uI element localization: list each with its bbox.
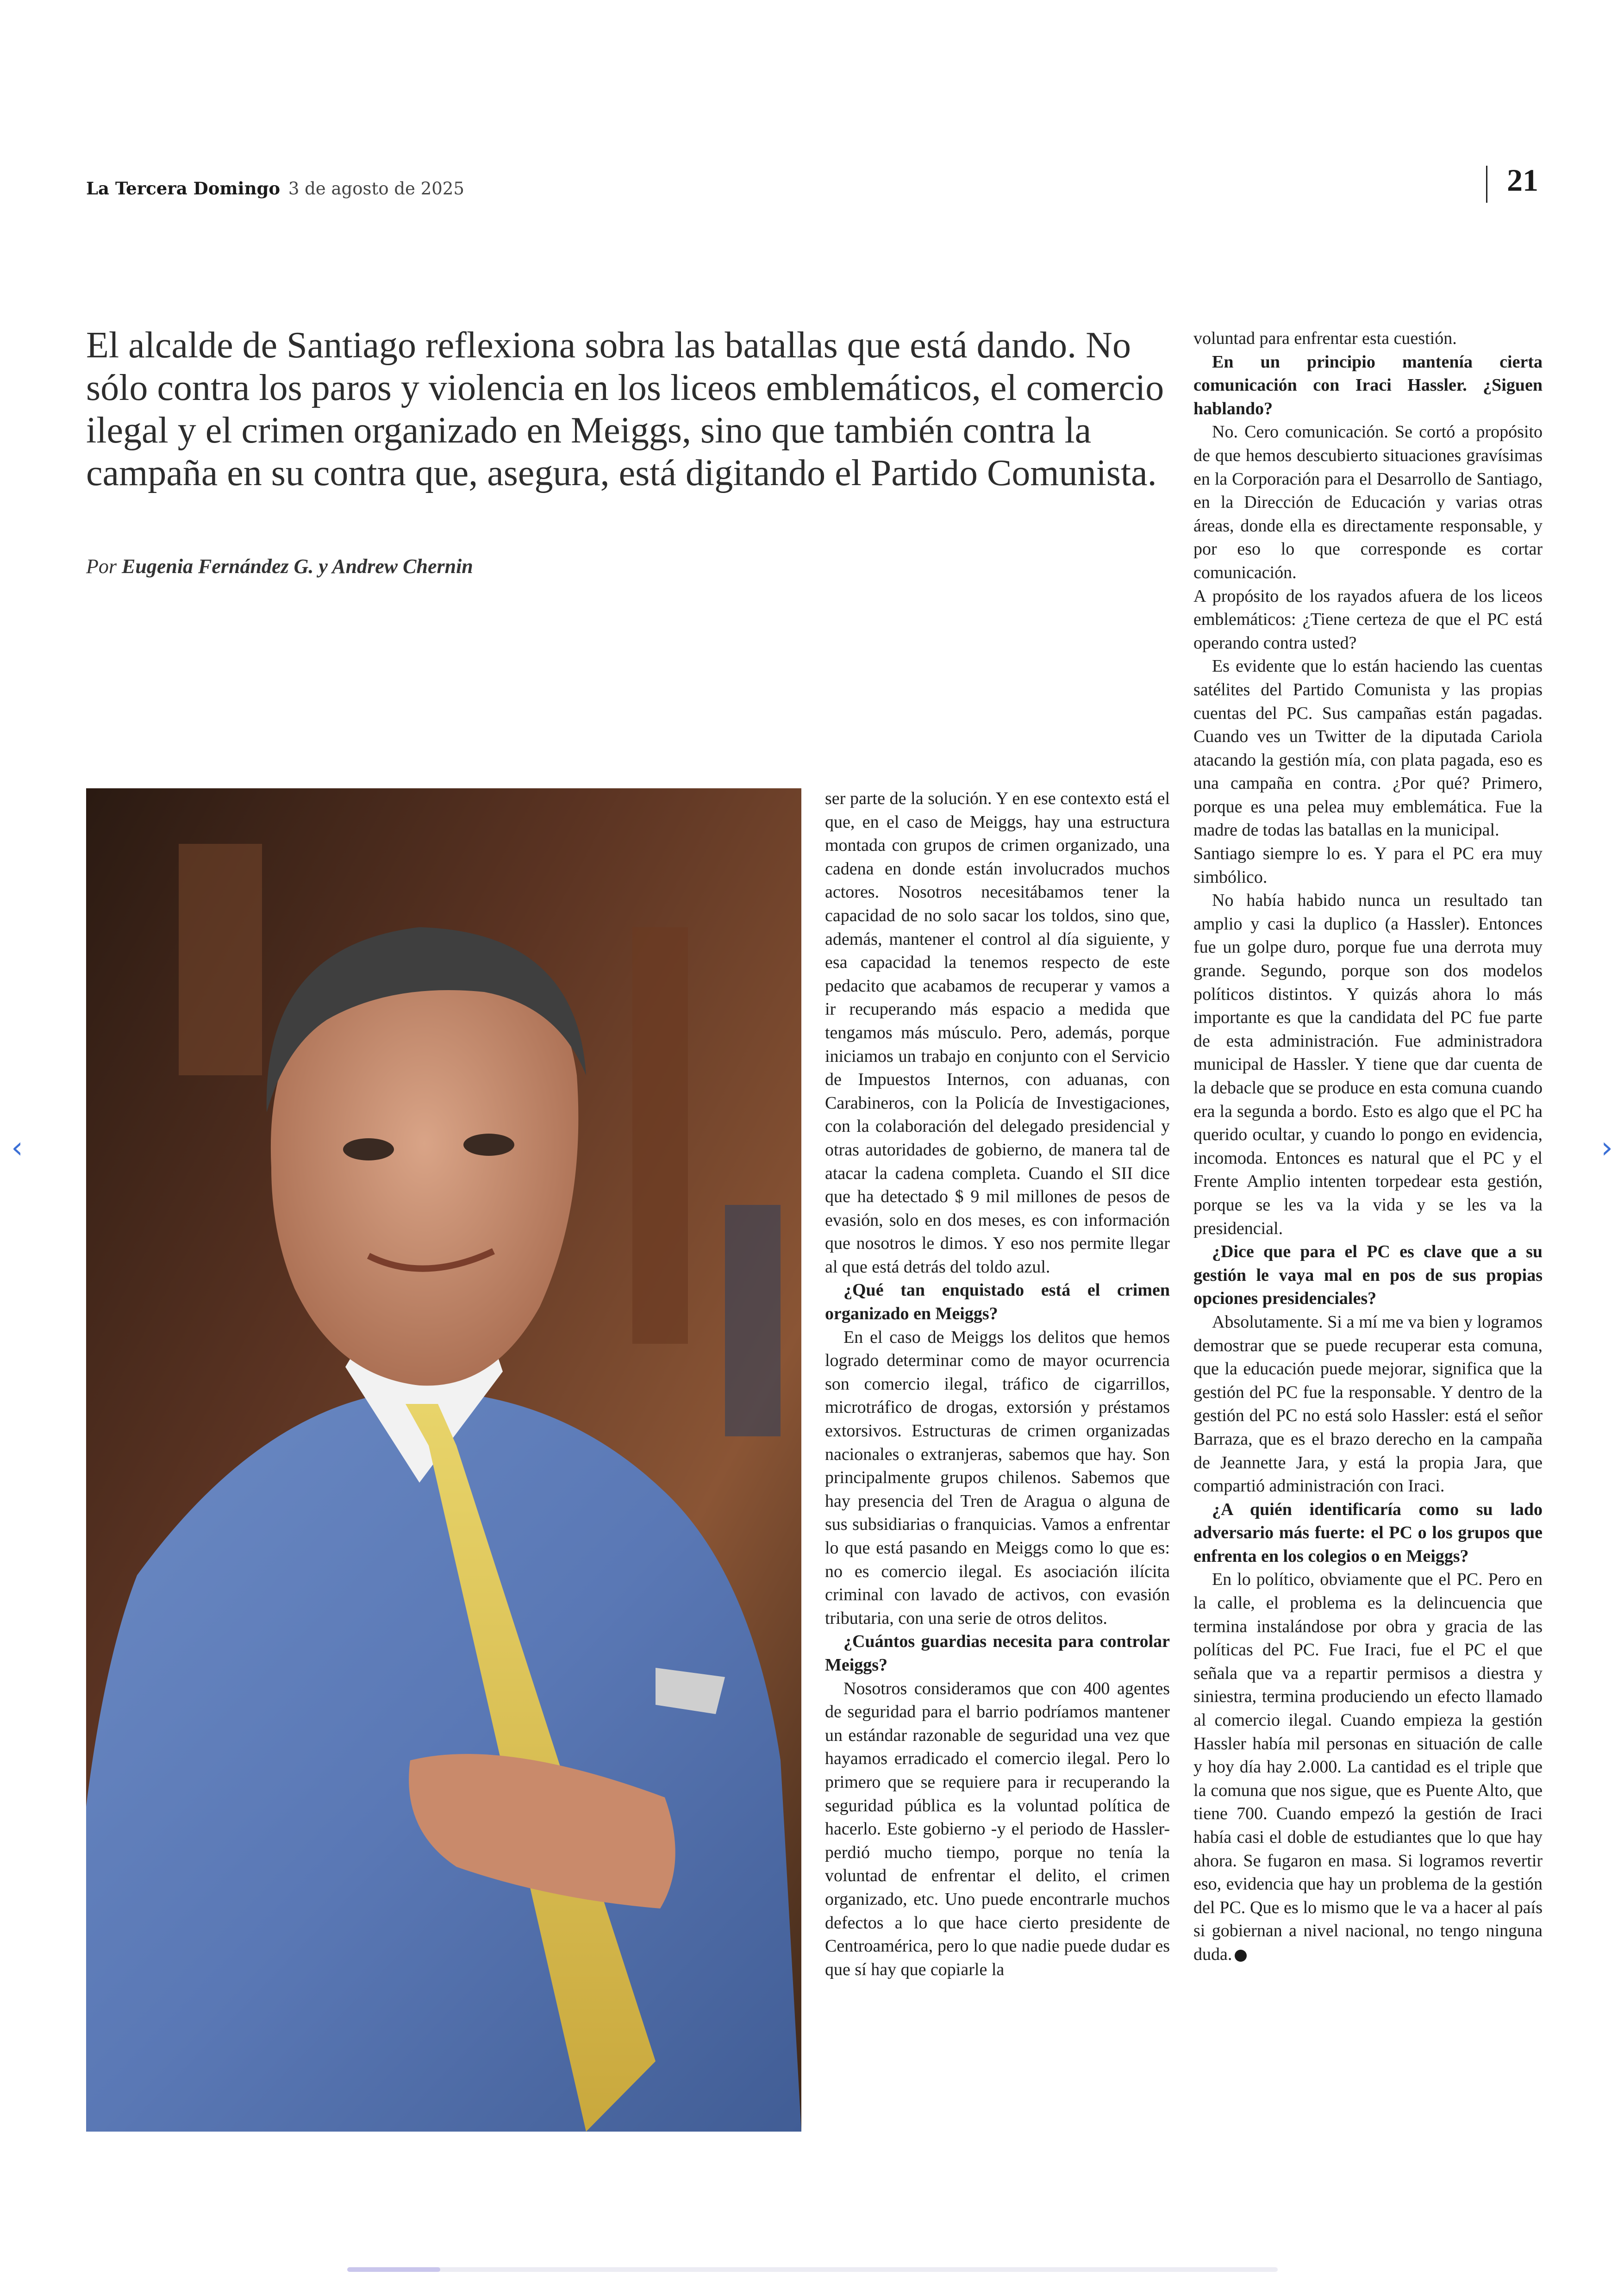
masthead bbox=[86, 178, 464, 199]
portrait-illustration bbox=[86, 788, 801, 2132]
prev-page-button[interactable] bbox=[6, 1129, 29, 1166]
question-meiggs-crime: ¿Qué tan enquistado está el crimen organizado en Meiggs? bbox=[825, 1280, 1170, 1324]
column2-para-1: voluntad para enfrentar esta cuestión. bbox=[1193, 329, 1457, 348]
column2-para-5: Absolutamente. Si a mí me va bien y logramos demostrar que se puede recuperar esta comuna, que la educación puede mejorar, significa que la gestión del PC fue la responsable. Y dentro de la gestión del PC no está solo Hassler: está el señor Barraza, que es el brazo derecho en la campaña de Jeannette Jara, y está la propia Jara, que compartió administración con Iraci. bbox=[1193, 1312, 1543, 1496]
article-column-2 bbox=[1193, 327, 1543, 2132]
column2-para-6 bbox=[1193, 1568, 1543, 1966]
byline-authors: Eugenia Fernández G. y Andrew Chernin bbox=[122, 555, 473, 578]
byline bbox=[86, 555, 473, 578]
column2-para-3: Es evidente que lo están haciendo las cuentas satélites del Partido Comunista y las propias cuentas del PC. Sus campañas están pagadas. Cuando ves un Twitter de la diputada Cariola atacando la gestión mía, con plata pagada, eso es una campaña en contra. ¿Por qué? Primero, porque es una pelea muy emblemática. Fue la madre de todas las batallas en la municipal. bbox=[1193, 656, 1543, 840]
byline-prefix: Por bbox=[86, 555, 117, 578]
column2-para-6-text: En lo político, obviamente que el PC. Pero en la calle, el problema es la delincuencia que termina instalándose por obra y gracia de las políticas del PC. Fue Iraci, fue el PC el que señala que va a repartir permisos a diestra y siniestra, termina produciendo un efecto llamado al comercio ilegal. Cuando empieza la gestión Hassler había mil personas en situación de calle y hoy día hay 2.000. La cantidad es el triple que la comuna que nos sigue, que es Puente Alto, que tiene 700. Cuando empezó la gestión de Iraci había casi el doble de estudiantes que lo que hay ahora. Se fugaron en masa. Si logramos revertir eso, evidencia que hay un problema de la gestión del PC. Que es lo mismo que le va a hacer al país si gobiernan a nivel nacional, no tengo ninguna duda. bbox=[1193, 1570, 1543, 1964]
reading-progress-fill bbox=[347, 2267, 440, 2272]
end-of-article-icon bbox=[1235, 1950, 1247, 1962]
issue-date: 3 de agosto de 2025 bbox=[288, 179, 464, 199]
question-pc-clave: ¿Dice que para el PC es clave que a su gestión le vaya mal en pos de sus propias opciones presidenciales? bbox=[1193, 1242, 1543, 1309]
question-rayados: A propósito de los rayados afuera de los liceos emblemáticos: ¿Tiene certeza de que el PC está operando contra usted? bbox=[1193, 586, 1543, 653]
question-guards: ¿Cuántos guardias necesita para controlar Meiggs? bbox=[825, 1632, 1170, 1675]
page-number: 21 bbox=[1507, 162, 1538, 198]
paper-name: La Tercera Domingo bbox=[86, 178, 281, 199]
column1-para-2: En el caso de Meiggs los delitos que hemos logrado determinar como de mayor ocurrencia son comercio ilegal, tráfico de cigarrillos, microtráfico de drogas, extorsión y préstamos extorsivos. Estructuras de crimen organizadas nacionales o extranjeras, sabemos que hay. Son principalmente grupos chilenos. Sabemos que hay presencia del Tren de Aragua o alguna de sus subsidiarias o franquicias. Vamos a enfrentar lo que está pasando en Meiggs como lo que es: no es comercio ilegal. Es asociación ilícita criminal con lavado de activos, con evasión tributaria, con una serie de otros delitos. bbox=[825, 1327, 1170, 1628]
reading-progress-bar[interactable] bbox=[347, 2267, 1278, 2272]
column1-para-3: Nosotros consideramos que con 400 agentes de seguridad para el barrio podríamos mantener un estándar razonable de seguridad una vez que hayamos erradicado el comercio ilegal. Pero lo primero que se requiere para ir recuperando la seguridad pública es la voluntad política de hacerlo. Este gobierno -y el periodo de Hassler- perdió mucho tiempo, porque no tenía la voluntad de enfrentar el delito, el crimen organizado, etc. Uno puede encontrarle muchos defectos a lo que hace cierto presidente de Centroamérica, pero lo que nadie puede dudar es que sí hay que copiarle la bbox=[825, 1678, 1170, 1979]
article-column-1 bbox=[825, 787, 1170, 2129]
question-santiago: Santiago siempre lo es. Y para el PC era muy simbólico. bbox=[1193, 844, 1543, 887]
portrait-photo bbox=[86, 788, 801, 2132]
chevron-right-icon: › bbox=[1601, 1131, 1613, 1165]
lede: El alcalde de Santiago reflexiona sobra las batallas que está dando. No sólo contra los paros y violencia en los liceos emblemáticos, el comercio ilegal y el crimen organizado en Meiggs, sino que también contra la campaña en su contra que, asegura, está digitando el Partido Comunista. bbox=[86, 325, 1164, 493]
question-adversario: ¿A quién identificaría como su lado adversario más fuerte: el PC o los grupos que enfrenta en los colegios o en Meiggs? bbox=[1193, 1499, 1543, 1566]
question-hassler: En un principio mantenía cierta comunicación con Iraci Hassler. ¿Siguen hablando? bbox=[1193, 352, 1543, 418]
column2-para-4: No había habido nunca un resultado tan amplio y casi la duplico (a Hassler). Entonces fue un golpe duro, porque fue una derrota muy grande. Segundo, porque son dos modelos políticos distintos. Y quizás ahora lo más importante es que la candidata del PC fue parte de esta administración. Fue administradora municipal de Hassler. Y tiene que dar cuenta de la debacle que se produce en esta comuna cuando era la segunda a bordo. Esto es algo que el PC ha querido ocultar, y cuando lo pongo en evidencia, incomoda. Entonces es natural que el PC y el Frente Amplio intenten torpedear esta gestión, porque se les va la vida y se les va la presidencial. bbox=[1193, 891, 1543, 1238]
column1-para-1: ser parte de la solución. Y en ese contexto está el que, en el caso de Meiggs, hay una estructura montada con grupos de crimen organizado, una cadena en donde están involucrados muchos actores. Nosotros necesitábamos tener la capacidad de no solo sacar los toldos, sino que, además, mantener el control al día siguiente, y esa capacidad la tenemos respecto de este pedacito que acabamos de recuperar y vamos a ir recuperando más espacio a medida que tengamos más músculo. Pero, además, porque iniciamos un trabajo en conjunto con el Servicio de Impuestos Internos, con aduanas, con Carabineros, con la Policía de Investigaciones, con la colaboración del delegado presidencial y otras autoridades de gobierno, de manera tal de atacar la cadena completa. Cuando el SII dice que ha detectado $ 9 mil millones de pesos de evasión, solo en dos meses, es con información que nosotros le dimos. Y eso nos permite llegar al que está detrás del toldo azul. bbox=[825, 789, 1170, 1277]
page-number-divider bbox=[1486, 166, 1487, 203]
chevron-left-icon: ‹ bbox=[11, 1131, 23, 1165]
column2-para-2: No. Cero comunicación. Se cortó a propósito de que hemos descubierto situaciones gravísimas en la Corporación para el Desarrollo de Santiago, en la Dirección de Educación y varias otras áreas, donde ella es directamente responsable, y por eso lo que corresponde es cortar comunicación. bbox=[1193, 422, 1543, 582]
next-page-button[interactable] bbox=[1595, 1129, 1618, 1166]
